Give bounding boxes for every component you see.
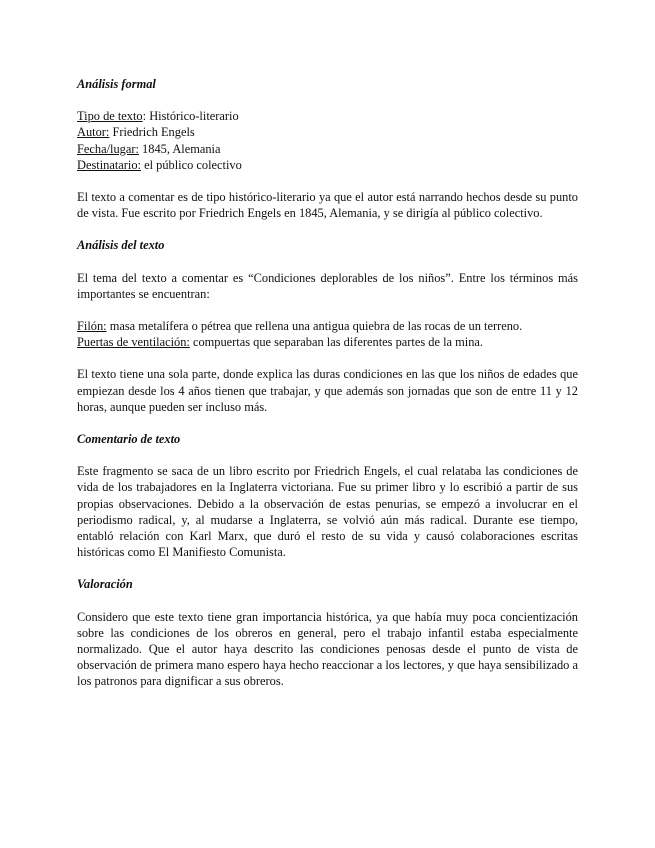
document-metadata <box>77 108 578 173</box>
valuation-paragraph: Considero que este texto tiene gran importancia histórica, ya que había muy poca concientización sobre las condiciones de los obreros en general, pero el trabajo infantil estaba especialmente normalizado. Que el autor haya descrito las condiciones penosas desde el punto de vista de observación de primera mano espero haya hecho reaccionar a los lectores, y que haya sensibilizado a los patronos para dignificar a sus obreros. <box>77 609 578 689</box>
meta-value: Histórico-literario <box>149 109 239 124</box>
term-definition: compuertas que separaban las diferentes partes de la mina. <box>189 335 483 350</box>
meta-separator: : <box>142 109 150 124</box>
heading-commentary: Comentario de texto <box>77 432 181 447</box>
meta-label: Autor: <box>77 125 110 140</box>
heading-valuation: Valoración <box>77 577 133 592</box>
meta-text-type <box>77 108 578 124</box>
term-item <box>77 318 578 334</box>
meta-value: el público colectivo <box>144 157 242 172</box>
commentary-paragraph: Este fragmento se saca de un libro escrito por Friedrich Engels, el cual relataba las condiciones de vida de los trabajadores en la Inglaterra victoriana. Fue su primer libro y lo escribió a partir de sus propias observaciones. Debido a la observación de estas penurias, se empezó a involucrar en el periodismo radical, y, al mudarse a Inglaterra, se volvió aún más radical. Durante ese tiempo, entabló relación con Karl Marx, que duró el resto de su vida y causó colaboraciones escritas históricas como El Manifiesto Comunista. <box>77 464 578 560</box>
meta-value: Friedrich Engels <box>112 125 195 140</box>
term-label: Filón: <box>77 319 107 334</box>
terms-list <box>77 318 578 350</box>
term-label: Puertas de ventilación: <box>77 335 190 350</box>
text-analysis-paragraph: El texto tiene una sola parte, donde explica las duras condiciones en las que los niños de edades que empiezan desde los 4 años tienen que trabajar, y que además son jornadas que son de entre 11 y 12 horas, aunque pueden ser incluso más. <box>77 367 578 414</box>
heading-text-analysis: Análisis del texto <box>77 238 165 253</box>
document-page <box>77 76 578 706</box>
meta-author <box>77 124 578 140</box>
meta-label: Destinatario: <box>77 157 141 172</box>
meta-value: 1845, Alemania <box>142 141 221 156</box>
meta-label: Fecha/lugar: <box>77 141 139 156</box>
term-definition: masa metalífera o pétrea que rellena una antigua quiebra de las rocas de un terreno. <box>106 319 523 334</box>
meta-label: Tipo de texto <box>77 109 143 124</box>
heading-formal-analysis: Análisis formal <box>77 77 156 91</box>
meta-recipient <box>77 157 578 173</box>
text-analysis-intro: El tema del texto a comentar es “Condiciones deplorables de los niños”. Entre los términos más importantes se encuentran: <box>77 270 578 301</box>
term-item <box>77 334 578 350</box>
meta-date-place <box>77 141 578 157</box>
formal-analysis-paragraph: El texto a comentar es de tipo histórico-literario ya que el autor está narrando hechos desde su punto de vista. Fue escrito por Friedrich Engels en 1845, Alemania, y se dirigía al público colectivo. <box>77 190 578 221</box>
